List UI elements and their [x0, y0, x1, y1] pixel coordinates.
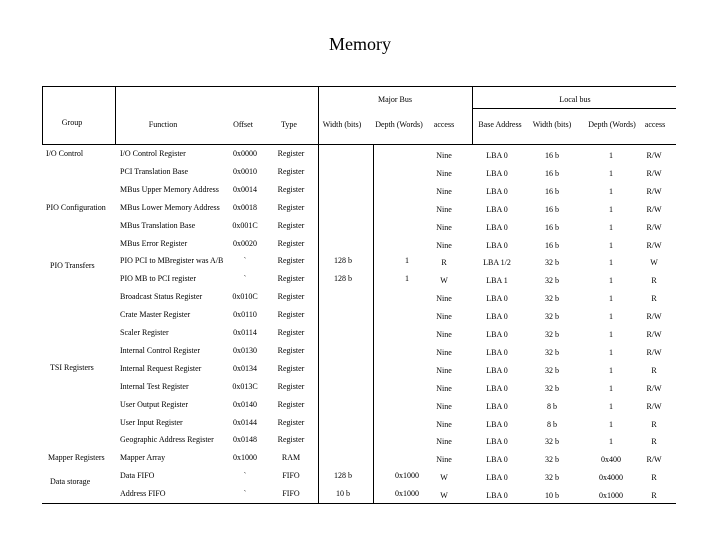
cell-laccess: R/W — [646, 205, 662, 214]
cell-lwidth: 32 b — [545, 473, 559, 482]
cell-lwidth: 32 b — [545, 437, 559, 446]
cell-laccess: R — [651, 294, 657, 303]
cell-access: W — [440, 473, 448, 482]
cell-type: Register — [277, 167, 305, 176]
cell-ldepth: 1 — [609, 384, 613, 393]
cell-ldepth: 1 — [609, 366, 613, 375]
cell-laccess: R/W — [646, 455, 662, 464]
cell-offset: ` — [243, 256, 247, 265]
cell-type: Register — [277, 149, 305, 158]
cell-type: Register — [277, 400, 305, 409]
cell-ldepth: 1 — [609, 330, 613, 339]
cell-access: W — [440, 276, 448, 285]
cell-access: Nine — [436, 169, 452, 178]
table-top-border — [42, 86, 676, 87]
cell-function: MBus Upper Memory Address — [120, 185, 219, 194]
cell-laccess: R — [651, 473, 657, 482]
cell-function: Address FIFO — [120, 489, 166, 498]
header-base-address: Base Address — [478, 120, 522, 129]
cell-offset: 0x0000 — [233, 149, 257, 158]
group-label: PIO Transfers — [50, 261, 95, 270]
cell-function: Mapper Array — [120, 453, 166, 462]
cell-offset: 0x0140 — [233, 400, 257, 409]
cell-access: W — [440, 491, 448, 500]
cell-base: LBA 0 — [486, 205, 508, 214]
cell-laccess: R — [651, 420, 657, 429]
cell-base: LBA 0 — [486, 151, 508, 160]
table-bottom-border — [42, 503, 676, 504]
cell-base: LBA 0 — [486, 366, 508, 375]
cell-access: Nine — [436, 402, 452, 411]
header-lb-access: access — [644, 120, 666, 129]
cell-function: PCI Translation Base — [120, 167, 189, 176]
cell-offset: 0x0014 — [233, 185, 257, 194]
cell-access: Nine — [436, 294, 452, 303]
cell-function: Data FIFO — [120, 471, 155, 480]
header-access: access — [433, 120, 455, 129]
cell-lwidth: 32 b — [545, 258, 559, 267]
cell-ldepth: 0x400 — [601, 455, 621, 464]
header-lb-depth: Depth (Words) — [588, 120, 636, 129]
cell-ldepth: 1 — [609, 169, 613, 178]
cell-width: 128 b — [334, 256, 352, 265]
cell-type: FIFO — [282, 471, 300, 480]
cell-laccess: R — [651, 491, 657, 500]
cell-base: LBA 0 — [486, 420, 508, 429]
cell-ldepth: 1 — [609, 437, 613, 446]
cell-ldepth: 1 — [609, 223, 613, 232]
cell-lwidth: 8 b — [547, 420, 557, 429]
cell-offset: 0x010C — [232, 292, 258, 301]
group-label: TSI Registers — [50, 363, 94, 372]
header-bottom-rule — [42, 144, 676, 145]
cell-function: Internal Request Register — [120, 364, 202, 373]
cell-access: Nine — [436, 312, 452, 321]
cell-function: Internal Test Register — [120, 382, 189, 391]
cell-laccess: R — [651, 437, 657, 446]
cell-laccess: R — [651, 276, 657, 285]
cell-width: 10 b — [336, 489, 350, 498]
cell-ldepth: 1 — [609, 294, 613, 303]
cell-base: LBA 0 — [486, 402, 508, 411]
cell-access: Nine — [436, 455, 452, 464]
cell-lwidth: 10 b — [545, 491, 559, 500]
cell-offset: ` — [243, 471, 247, 480]
cell-lwidth: 32 b — [545, 348, 559, 357]
cell-laccess: R/W — [646, 402, 662, 411]
cell-ldepth: 1 — [609, 276, 613, 285]
cell-ldepth: 1 — [609, 312, 613, 321]
cell-offset: ` — [243, 274, 247, 283]
cell-type: Register — [277, 435, 305, 444]
col-divider — [373, 144, 374, 503]
cell-access: Nine — [436, 241, 452, 250]
cell-depth: 1 — [405, 256, 409, 265]
cell-type: Register — [277, 221, 305, 230]
header-function: Function — [148, 120, 178, 129]
cell-ldepth: 1 — [609, 258, 613, 267]
group-label: PIO Configuration — [46, 203, 106, 212]
cell-type: Register — [277, 239, 305, 248]
cell-access: Nine — [436, 420, 452, 429]
cell-offset: 0x0134 — [233, 364, 257, 373]
cell-lwidth: 8 b — [547, 402, 557, 411]
header-lb-width: Width (bits) — [532, 120, 572, 129]
cell-offset: 0x001C — [232, 221, 258, 230]
col-divider — [115, 86, 116, 144]
cell-type: Register — [277, 310, 305, 319]
cell-ldepth: 1 — [609, 205, 613, 214]
header-major-bus: Major Bus — [378, 95, 412, 104]
cell-laccess: R/W — [646, 169, 662, 178]
col-divider — [42, 86, 43, 144]
cell-lwidth: 16 b — [545, 169, 559, 178]
cell-lwidth: 32 b — [545, 276, 559, 285]
cell-width: 128 b — [334, 274, 352, 283]
cell-function: User Output Register — [120, 400, 188, 409]
cell-type: RAM — [281, 453, 301, 462]
cell-laccess: R/W — [646, 330, 662, 339]
group-label: Data storage — [50, 477, 91, 486]
cell-type: Register — [277, 256, 305, 265]
header-offset: Offset — [233, 120, 253, 129]
cell-base: LBA 0 — [486, 312, 508, 321]
cell-offset: 0x0110 — [233, 310, 257, 319]
header-depth: Depth (Words) — [375, 120, 423, 129]
cell-lwidth: 16 b — [545, 187, 559, 196]
cell-ldepth: 0x1000 — [599, 491, 623, 500]
cell-function: MBus Translation Base — [120, 221, 196, 230]
cell-lwidth: 16 b — [545, 205, 559, 214]
cell-type: Register — [277, 274, 305, 283]
cell-laccess: W — [650, 258, 658, 267]
cell-function: Internal Control Register — [120, 346, 200, 355]
cell-lwidth: 32 b — [545, 384, 559, 393]
cell-lwidth: 32 b — [545, 294, 559, 303]
cell-lwidth: 32 b — [545, 312, 559, 321]
cell-type: Register — [277, 346, 305, 355]
cell-offset: 0x013C — [232, 382, 258, 391]
cell-function: MBus Lower Memory Address — [120, 203, 220, 212]
cell-type: Register — [277, 185, 305, 194]
cell-base: LBA 0 — [486, 169, 508, 178]
cell-access: Nine — [436, 223, 452, 232]
cell-function: I/O Control Register — [120, 149, 186, 158]
cell-access: Nine — [436, 384, 452, 393]
cell-function: MBus Error Register — [120, 239, 188, 248]
cell-offset: 0x0018 — [233, 203, 257, 212]
cell-ldepth: 1 — [609, 348, 613, 357]
cell-function: Scaler Register — [120, 328, 169, 337]
cell-function: PIO PCI to MBregister was A/B — [120, 256, 224, 265]
cell-laccess: R/W — [646, 241, 662, 250]
cell-offset: 0x0148 — [233, 435, 257, 444]
cell-depth: 1 — [405, 274, 409, 283]
cell-access: Nine — [436, 151, 452, 160]
cell-type: Register — [277, 418, 305, 427]
cell-offset: 0x0114 — [233, 328, 257, 337]
cell-base: LBA 0 — [486, 187, 508, 196]
cell-type: Register — [277, 203, 305, 212]
cell-laccess: R/W — [646, 384, 662, 393]
cell-depth: 0x1000 — [395, 471, 419, 480]
cell-function: Broadcast Status Register — [120, 292, 203, 301]
cell-offset: ` — [243, 489, 247, 498]
cell-laccess: R/W — [646, 187, 662, 196]
cell-ldepth: 1 — [609, 420, 613, 429]
cell-laccess: R/W — [646, 151, 662, 160]
header-group: Group — [61, 118, 83, 127]
cell-function: Geographic Address Register — [120, 435, 214, 444]
cell-ldepth: 1 — [609, 151, 613, 160]
cell-laccess: R — [651, 366, 657, 375]
cell-base: LBA 0 — [486, 491, 508, 500]
cell-ldepth: 1 — [609, 187, 613, 196]
local-bus-rule — [472, 108, 676, 109]
cell-offset: 0x0144 — [233, 418, 257, 427]
cell-base: LBA 0 — [486, 348, 508, 357]
cell-ldepth: 0x4000 — [599, 473, 623, 482]
cell-laccess: R/W — [646, 223, 662, 232]
cell-access: Nine — [436, 366, 452, 375]
cell-function: User Input Register — [120, 418, 183, 427]
page-title: Memory — [329, 34, 391, 54]
cell-base: LBA 0 — [486, 473, 508, 482]
cell-access: R — [441, 258, 447, 267]
cell-laccess: R/W — [646, 312, 662, 321]
cell-type: Register — [277, 382, 305, 391]
cell-offset: 0x0020 — [233, 239, 257, 248]
cell-lwidth: 32 b — [545, 366, 559, 375]
cell-base: LBA 0 — [486, 241, 508, 250]
col-divider — [472, 86, 473, 144]
cell-ldepth: 1 — [609, 241, 613, 250]
cell-lwidth: 16 b — [545, 151, 559, 160]
cell-laccess: R/W — [646, 348, 662, 357]
group-label: Mapper Registers — [48, 453, 105, 462]
cell-base: LBA 0 — [486, 330, 508, 339]
header-type: Type — [281, 120, 297, 129]
col-divider — [318, 86, 319, 503]
cell-base: LBA 0 — [486, 437, 508, 446]
cell-base: LBA 0 — [486, 455, 508, 464]
cell-type: Register — [277, 292, 305, 301]
cell-lwidth: 16 b — [545, 241, 559, 250]
cell-depth: 0x1000 — [395, 489, 419, 498]
cell-base: LBA 1/2 — [483, 258, 511, 267]
header-width: Width (bits) — [322, 120, 362, 129]
cell-access: Nine — [436, 205, 452, 214]
cell-offset: 0x0130 — [233, 346, 257, 355]
cell-lwidth: 32 b — [545, 455, 559, 464]
cell-function: Crate Master Register — [120, 310, 191, 319]
cell-access: Nine — [436, 330, 452, 339]
cell-ldepth: 1 — [609, 402, 613, 411]
cell-offset: 0x0010 — [233, 167, 257, 176]
cell-base: LBA 0 — [486, 294, 508, 303]
cell-base: LBA 0 — [486, 223, 508, 232]
cell-lwidth: 32 b — [545, 330, 559, 339]
cell-lwidth: 16 b — [545, 223, 559, 232]
cell-width: 128 b — [334, 471, 352, 480]
cell-base: LBA 0 — [486, 384, 508, 393]
cell-access: Nine — [436, 437, 452, 446]
cell-type: Register — [277, 364, 305, 373]
cell-access: Nine — [436, 187, 452, 196]
group-label: I/O Control — [46, 149, 84, 158]
cell-type: FIFO — [282, 489, 300, 498]
cell-access: Nine — [436, 348, 452, 357]
cell-base: LBA 1 — [486, 276, 508, 285]
cell-type: Register — [277, 328, 305, 337]
header-local-bus: Local bus — [559, 95, 591, 104]
cell-function: PIO MB to PCI register — [120, 274, 196, 283]
cell-offset: 0x1000 — [233, 453, 257, 462]
